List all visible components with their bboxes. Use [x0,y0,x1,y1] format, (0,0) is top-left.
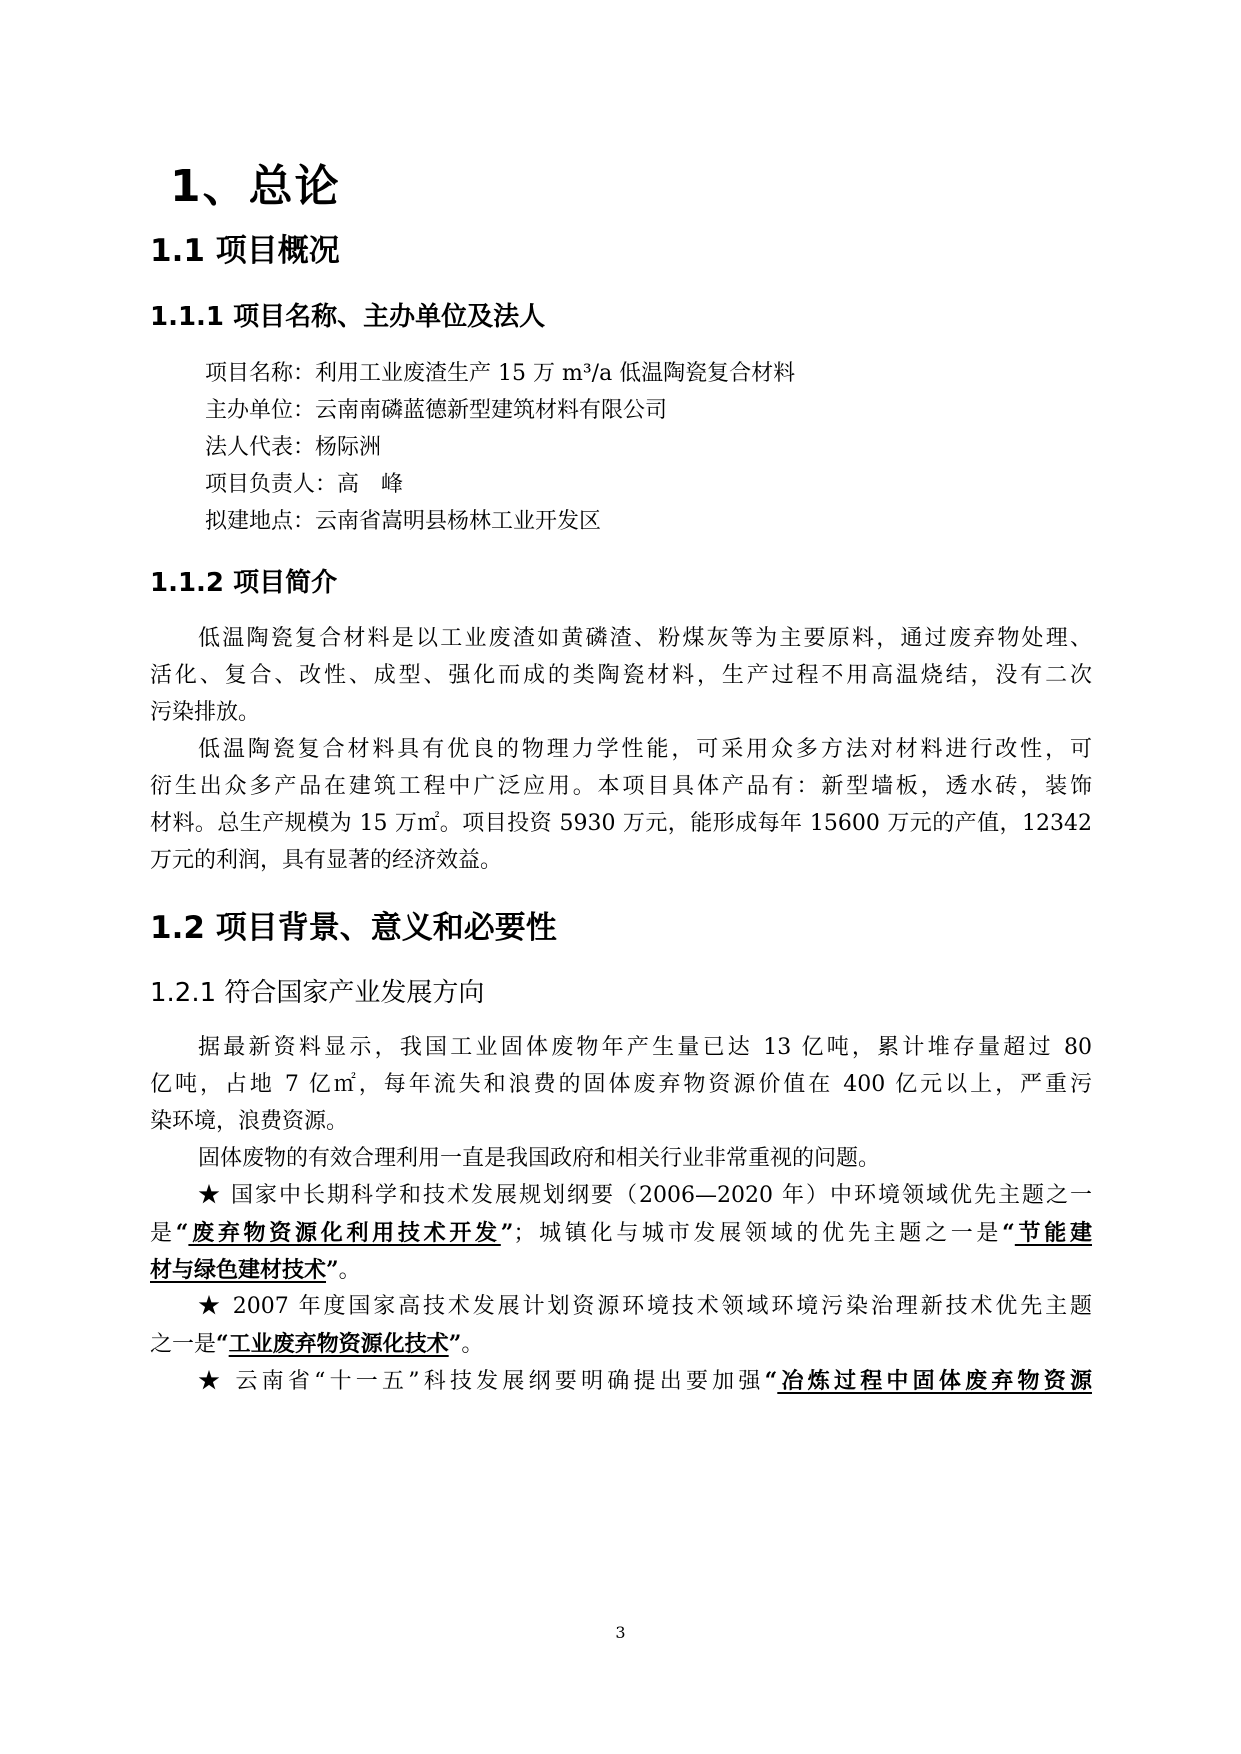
emphasis-smelting-waste-resource: 冶炼过程中固体废弃物资源 [777,1368,1092,1394]
emphasis-green-building-material: 材与绿色建材技术 [150,1257,327,1283]
emphasis-industrial-waste-resource: 工业废弃物资源化技术 [228,1331,449,1357]
proposed-location: 拟建地点：云南省嵩明县杨林工业开发区 [205,509,602,534]
paragraph-line: 低温陶瓷复合材料是以工业废渣如黄磷渣、粉煤灰等为主要原料，通过废弃物处理、 [198,626,1092,651]
paragraph-line: 材料。总生产规模为 15 万㎡。项目投资 5930 万元，能形成每年 15600 万元的产值，12342 [150,811,1092,836]
star-item-3-line-1: ★ 云南省“十一五”科技发展纲要明确提出要加强“冶炼过程中固体废弃物资源 [198,1368,1092,1394]
emphasis-waste-resource-utilization: 废弃物资源化利用技术开发 [188,1220,501,1246]
subsection-heading-1-1-2: 1.1.2 项目简介 [150,568,338,598]
star-item-2-line-1: ★ 2007 年度国家高技术发展计划资源环境技术领域环境污染治理新技术优先主题 [198,1294,1092,1319]
chapter-title: 1、总论 [170,161,341,212]
star-item-1-line-3: 材与绿色建材技术”。 [150,1257,361,1283]
star-item-1-line-1: ★ 国家中长期科学和技术发展规划纲要（2006—2020 年）中环境领域优先主题之一 [198,1183,1092,1208]
star-item-2-line-2: 之一是“工业废弃物资源化技术”。 [150,1331,484,1357]
section-heading-1-2: 1.2 项目背景、意义和必要性 [150,910,557,946]
star-item-1-line-2: 是“废弃物资源化利用技术开发”；城镇化与城市发展领域的优先主题之一是“节能建 [150,1220,1092,1246]
emphasis-energy-saving-building: 节能建 [1014,1220,1092,1246]
paragraph-line: 万元的利润，具有显著的经济效益。 [150,848,503,873]
paragraph-line: 衍生出众多产品在建筑工程中广泛应用。本项目具体产品有：新型墙板，透水砖，装饰 [150,774,1092,799]
project-leader: 项目负责人：高 峰 [205,472,404,497]
section-heading-1-1: 1.1 项目概况 [150,233,340,269]
subsection-heading-1-1-1: 1.1.1 项目名称、主办单位及法人 [150,302,546,332]
paragraph-line: 低温陶瓷复合材料具有优良的物理力学性能，可采用众多方法对材料进行改性，可 [198,737,1092,762]
sponsor-unit: 主办单位：云南南磷蓝德新型建筑材料有限公司 [205,398,668,423]
paragraph-line: 固体废物的有效合理利用一直是我国政府和相关行业非常重视的问题。 [198,1146,881,1171]
project-name: 项目名称：利用工业废渣生产 15 万 m³/a 低温陶瓷复合材料 [205,361,796,386]
paragraph-line: 染环境，浪费资源。 [150,1109,349,1134]
legal-representative: 法人代表：杨际洲 [205,435,382,460]
subsection-heading-1-2-1: 1.2.1 符合国家产业发展方向 [150,978,485,1008]
paragraph-line: 据最新资料显示，我国工业固体废物年产生量已达 13 亿吨，累计堆存量超过 80 [198,1035,1092,1060]
paragraph-line: 亿吨，占地 7 亿㎡，每年流失和浪费的固体废弃物资源价值在 400 亿元以上，严重污 [150,1072,1092,1097]
page-number: 3 [615,1623,626,1642]
paragraph-line: 活化、复合、改性、成型、强化而成的类陶瓷材料，生产过程不用高温烧结，没有二次 [150,663,1092,688]
paragraph-line: 污染排放。 [150,700,261,725]
